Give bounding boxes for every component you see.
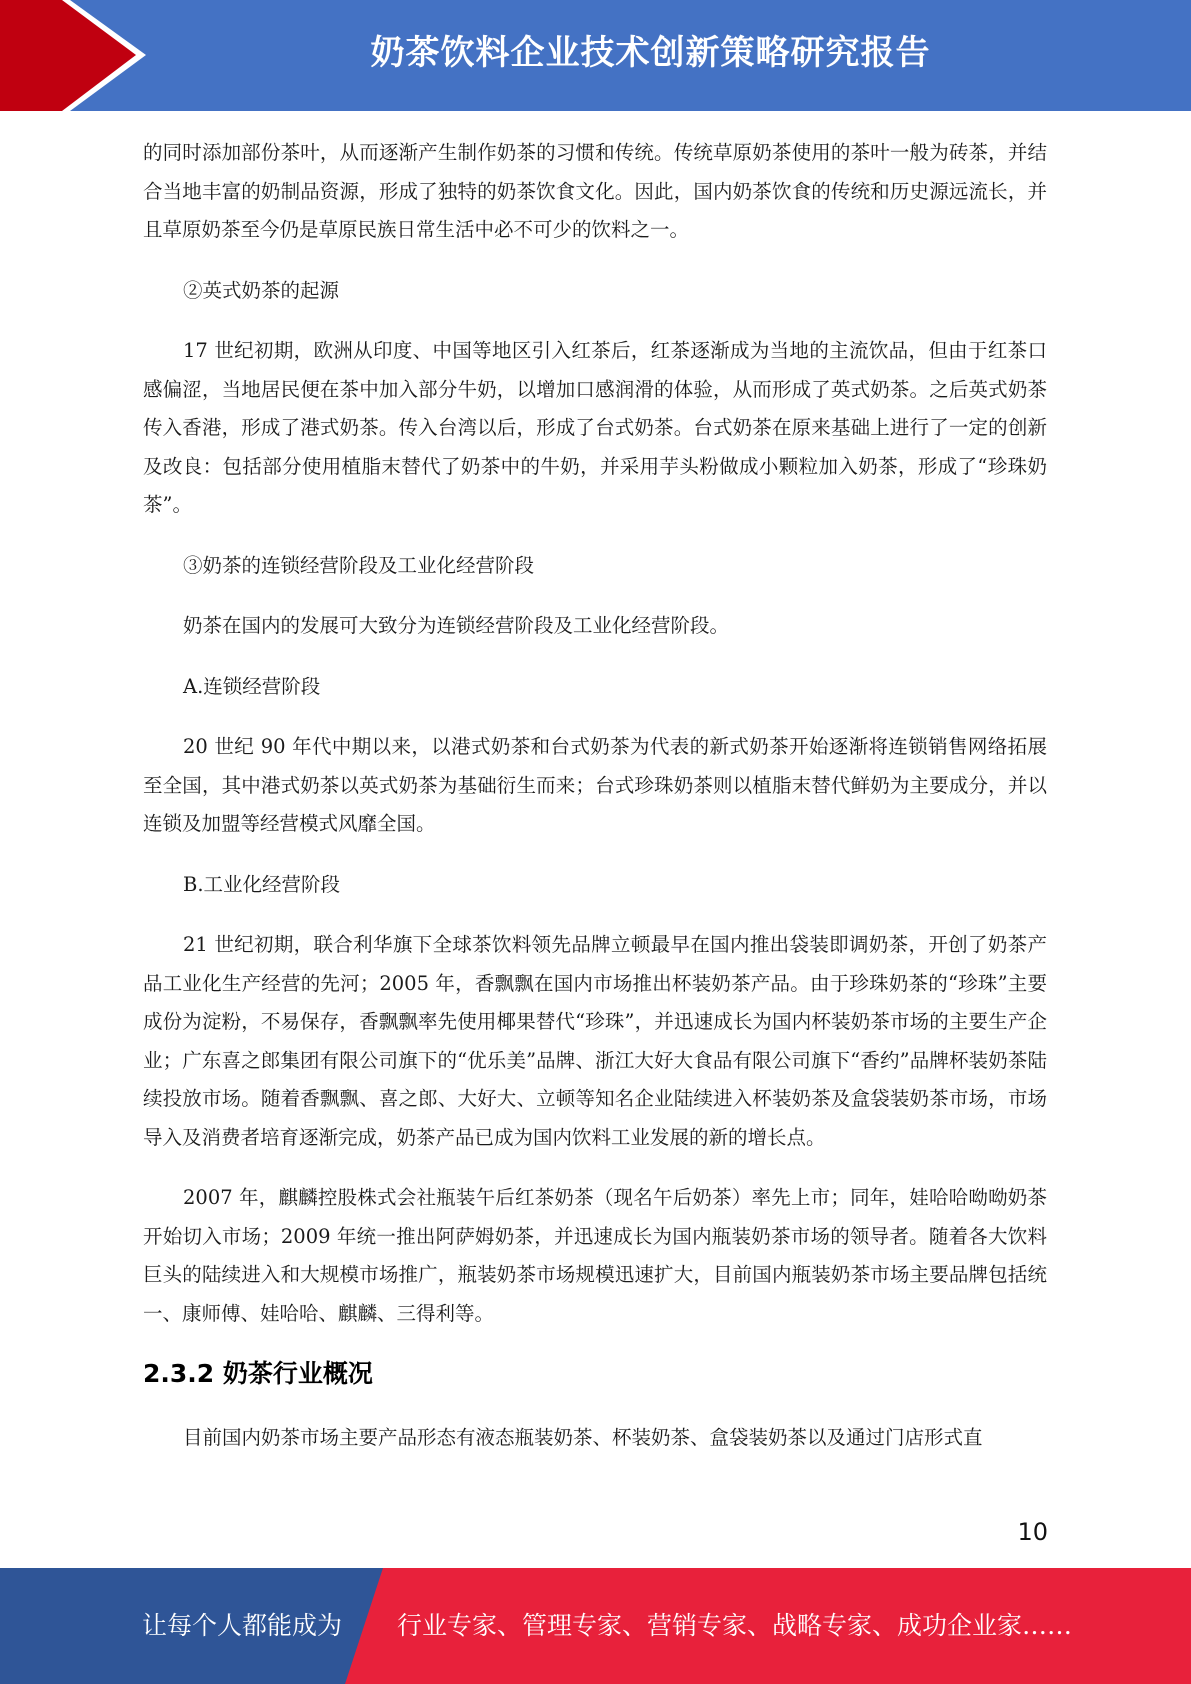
subheading-industrial-stage: B.工业化经营阶段: [183, 872, 341, 896]
page-number: 10: [1017, 1518, 1048, 1546]
paragraph-grassland-tea: 的同时添加部份茶叶，从而逐渐产生制作奶茶的习惯和传统。传统草原奶茶使用的茶叶一般为砖茶，并结合当地丰富的奶制品资源，形成了独特的奶茶饮食文化。因此，国内奶茶饮食的传统和历史源远流长，并且草原奶茶至今仍是草原民族日常生活中必不可少的饮料之一。: [143, 141, 1047, 241]
section-heading-2-3-2: 2.3.2 奶茶行业概况: [143, 1359, 373, 1388]
subheading-british-origin: ②英式奶茶的起源: [183, 278, 340, 302]
paragraph-british-tea: 17 世纪初期，欧洲从印度、中国等地区引入红茶后，红茶逐渐成为当地的主流饮品，但由于红茶口感偏涩，当地居民便在茶中加入部分牛奶，以增加口感润滑的体验，从而形成了英式奶茶。之后英式奶茶传入香港，形成了港式奶茶。传入台湾以后，形成了台式奶茶。台式奶茶在原来基础上进行了一定的创新及改良：包括部分使用植脂末替代了奶茶中的牛奶，并采用芋头粉做成小颗粒加入奶茶，形成了“珍珠奶茶”。: [143, 339, 1047, 516]
paragraph-industrial-stage-1: 21 世纪初期，联合利华旗下全球茶饮料领先品牌立顿最早在国内推出袋装即调奶茶，开创了奶茶产品工业化生产经营的先河；2005 年，香飘飘在国内市场推出杯装奶茶产品。由于珍珠奶茶的“珍珠”主要成份为淀粉，不易保存，香飘飘率先使用椰果替代“珍珠”，并迅速成长为国内杯装奶茶市场的主要生产企业；广东喜之郎集团有限公司旗下的“优乐美”品牌、浙江大好大食品有限公司旗下“香约”品牌杯装奶茶陆续投放市场。随着香飘飘、喜之郎、大好大、立顿等知名企业陆续进入杯装奶茶及盒袋装奶茶市场，市场导入及消费者培育逐渐完成，奶茶产品已成为国内饮料工业发展的新的增长点。: [143, 933, 1047, 1149]
footer-slogan-left: 让每个人都能成为: [142, 1611, 343, 1640]
paragraph-chain-stage: 20 世纪 90 年代中期以来，以港式奶茶和台式奶茶为代表的新式奶茶开始逐渐将连锁销售网络拓展至全国，其中港式奶茶以英式奶茶为基础衍生而来；台式珍珠奶茶则以植脂末替代鲜奶为主要成分，并以连锁及加盟等经营模式风靡全国。: [143, 735, 1047, 835]
document-body: [143, 134, 1047, 1480]
header-red-chevron-icon: [0, 0, 150, 111]
subheading-chain-stage: A.连锁经营阶段: [183, 674, 321, 698]
paragraph-stages-intro: 奶茶在国内的发展可大致分为连锁经营阶段及工业化经营阶段。: [183, 614, 730, 637]
paragraph-market-overview: 目前国内奶茶市场主要产品形态有液态瓶装奶茶、杯装奶茶、盒袋装奶茶以及通过门店形式直: [183, 1426, 983, 1449]
page-footer: [0, 1568, 1191, 1684]
paragraph-industrial-stage-2: 2007 年，麒麟控股株式会社瓶装午后红茶奶茶（现名午后奶茶）率先上市；同年，娃哈哈呦呦奶茶开始切入市场；2009 年统一推出阿萨姆奶茶，并迅速成长为国内瓶装奶茶市场的领导者。随着各大饮料巨头的陆续进入和大规模市场推广，瓶装奶茶市场规模迅速扩大，目前国内瓶装奶茶市场主要品牌包括统一、康师傅、娃哈哈、麒麟、三得利等。: [143, 1186, 1047, 1325]
report-title: 奶茶饮料企业技术创新策略研究报告: [370, 33, 931, 73]
footer-slogan-right: 行业专家、管理专家、营销专家、战略专家、成功企业家……: [397, 1611, 1073, 1640]
subheading-stages: ③奶茶的连锁经营阶段及工业化经营阶段: [183, 553, 535, 577]
page-header: [0, 0, 1191, 111]
